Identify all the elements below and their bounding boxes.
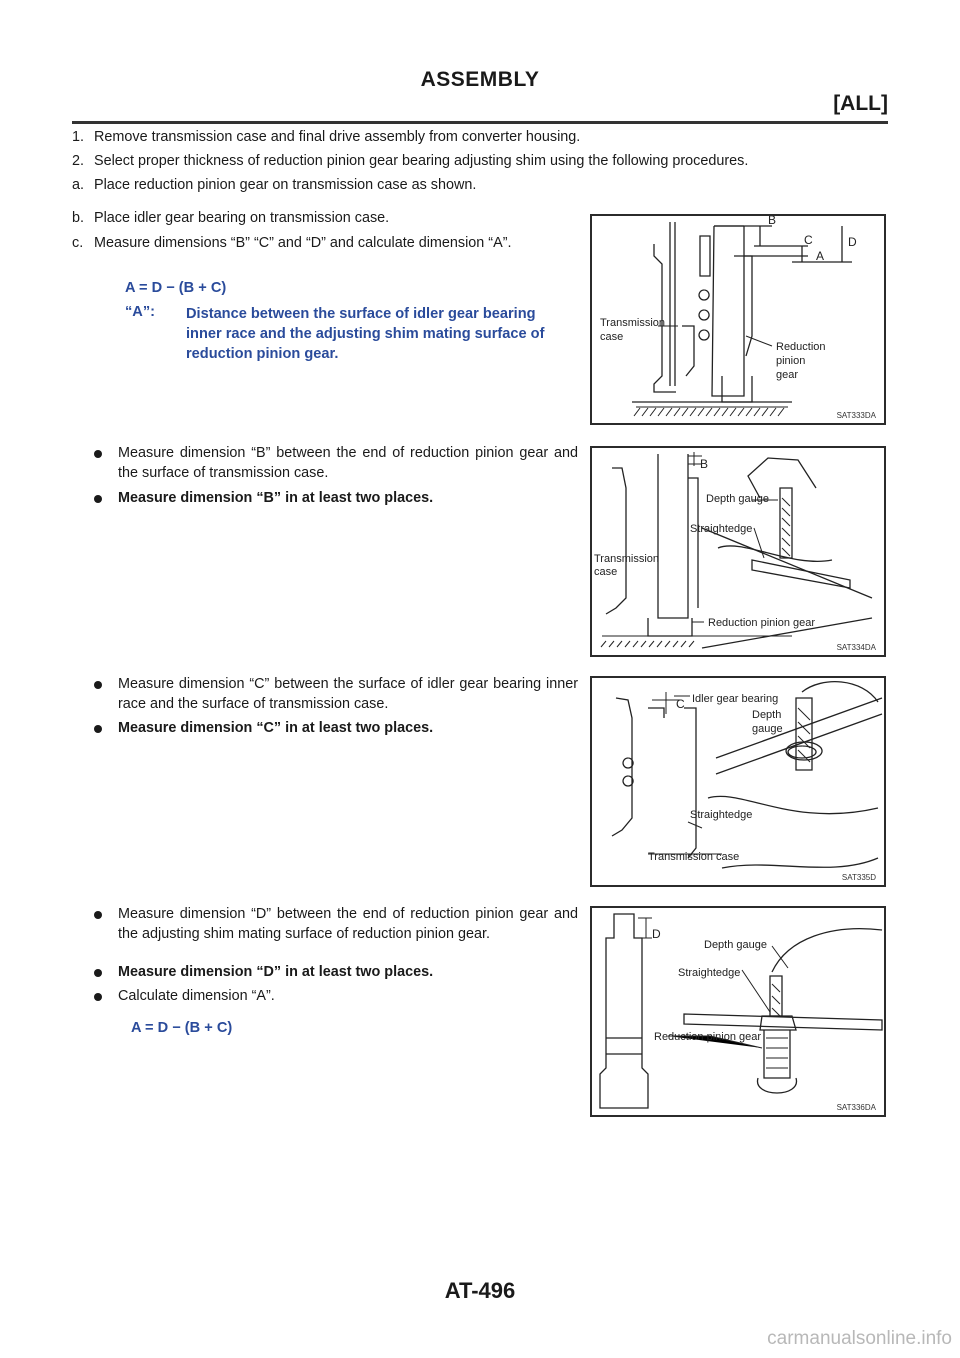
bullet-text: Measure dimension “B” in at least two places. bbox=[118, 490, 434, 506]
bullet-dot bbox=[94, 495, 102, 503]
label-depth-gauge: Depth gauge bbox=[706, 493, 769, 505]
label-d: D bbox=[848, 235, 857, 249]
bullet-item bbox=[94, 905, 578, 965]
bullet-dot bbox=[94, 450, 102, 458]
label-case: case bbox=[600, 331, 624, 343]
header-divider bbox=[72, 121, 888, 124]
measure-c-illustration bbox=[592, 678, 884, 885]
bullet-dot bbox=[94, 725, 102, 733]
figure-id: SAT335D bbox=[841, 873, 876, 882]
label-d: D bbox=[652, 927, 661, 941]
step-1 bbox=[72, 128, 580, 147]
figure-id: SAT336DA bbox=[836, 1103, 876, 1112]
definition-label: “A”: bbox=[125, 304, 155, 320]
step-number: 1. bbox=[72, 129, 85, 145]
formula: A = D − (B + C) bbox=[125, 280, 227, 296]
page-title: ASSEMBLY bbox=[420, 68, 540, 91]
figure-id: SAT333DA bbox=[836, 411, 876, 420]
label-gear: Reduction pinion gear bbox=[654, 1031, 762, 1043]
bullet-text: Calculate dimension “A”. bbox=[118, 988, 275, 1004]
label-gear: gear bbox=[776, 369, 799, 381]
bullet-item bbox=[94, 444, 578, 484]
figure-sat334da bbox=[590, 446, 886, 657]
step-label: a. bbox=[72, 177, 85, 193]
bullet-item bbox=[94, 987, 578, 1007]
step-text: Select proper thickness of reduction pinion gear bearing adjusting shim using the following procedures. bbox=[94, 153, 749, 169]
step-c bbox=[72, 234, 578, 274]
bullet-text: Measure dimension “D” in at least two places. bbox=[118, 964, 434, 980]
step-label: b. bbox=[72, 210, 85, 226]
figure-sat333da bbox=[590, 214, 886, 425]
definition-text: Distance between the surface of idler gear bearing inner race and the adjusting shim mating surface of reduction pinion gear. bbox=[186, 306, 545, 362]
label-c: C bbox=[804, 233, 813, 247]
step-text: Measure dimensions “B” “C” and “D” and calculate dimension “A”. bbox=[94, 235, 512, 251]
figure-sat335d bbox=[590, 676, 886, 887]
label-case: case bbox=[594, 566, 618, 578]
figure-sat336da bbox=[590, 906, 886, 1117]
step-2 bbox=[72, 152, 748, 171]
cross-section-illustration bbox=[592, 216, 884, 423]
step-label: c. bbox=[72, 235, 84, 251]
bullet-text: Measure dimension “D” between the end of reduction pinion gear and the adjusting shim mating surface of reduction pinion gear. bbox=[118, 906, 578, 942]
formula: A = D − (B + C) bbox=[131, 1020, 233, 1036]
label-straightedge: Straightedge bbox=[678, 967, 741, 979]
label-case: Transmission bbox=[600, 317, 665, 329]
step-text: Remove transmission case and final drive assembly from converter housing. bbox=[94, 129, 581, 145]
bullet-dot bbox=[94, 681, 102, 689]
bullet-item bbox=[94, 719, 578, 739]
label-idler-bearing: Idler gear bearing bbox=[692, 693, 779, 705]
watermark: carmanualsonline.info bbox=[767, 1328, 952, 1349]
label-straightedge: Straightedge bbox=[690, 809, 753, 821]
bullet-text: Measure dimension “C” between the surface of idler gear bearing inner race and the surface of transmission case. bbox=[118, 676, 578, 712]
label-gear: pinion bbox=[776, 355, 806, 367]
step-b bbox=[72, 209, 578, 229]
measure-d-illustration bbox=[592, 908, 884, 1115]
bullet-dot bbox=[94, 993, 102, 1001]
measure-b-illustration bbox=[592, 448, 884, 655]
label-gear: Reduction bbox=[776, 341, 826, 353]
label-c: C bbox=[676, 697, 685, 711]
label-a: A bbox=[816, 249, 825, 263]
label-b: B bbox=[700, 457, 709, 471]
figure-id: SAT334DA bbox=[836, 643, 876, 652]
bullet-dot bbox=[94, 969, 102, 977]
step-text: Place reduction pinion gear on transmission case as shown. bbox=[94, 177, 477, 193]
bullet-item bbox=[94, 489, 578, 509]
bullet-item bbox=[94, 675, 578, 715]
label-b: B bbox=[768, 216, 777, 227]
label-straightedge: Straightedge bbox=[690, 523, 753, 535]
label-depth-gauge: Depth bbox=[752, 709, 782, 721]
bullet-text: Measure dimension “B” between the end of reduction pinion gear and the surface of transmission case. bbox=[118, 445, 578, 481]
step-a bbox=[72, 176, 476, 195]
page-number: AT-496 bbox=[444, 1278, 516, 1303]
bullet-item bbox=[94, 963, 578, 983]
bullet-text: Measure dimension “C” in at least two places. bbox=[118, 720, 434, 736]
label-case: Transmission case bbox=[648, 851, 740, 863]
bullet-dot bbox=[94, 911, 102, 919]
step-number: 2. bbox=[72, 153, 85, 169]
label-depth-gauge: gauge bbox=[752, 723, 783, 735]
label-gear: Reduction pinion gear bbox=[708, 617, 816, 629]
label-case: Transmission bbox=[594, 553, 659, 565]
section-tag: [ALL] bbox=[833, 92, 888, 115]
step-text: Place idler gear bearing on transmission case. bbox=[94, 210, 390, 226]
label-depth-gauge: Depth gauge bbox=[704, 939, 767, 951]
